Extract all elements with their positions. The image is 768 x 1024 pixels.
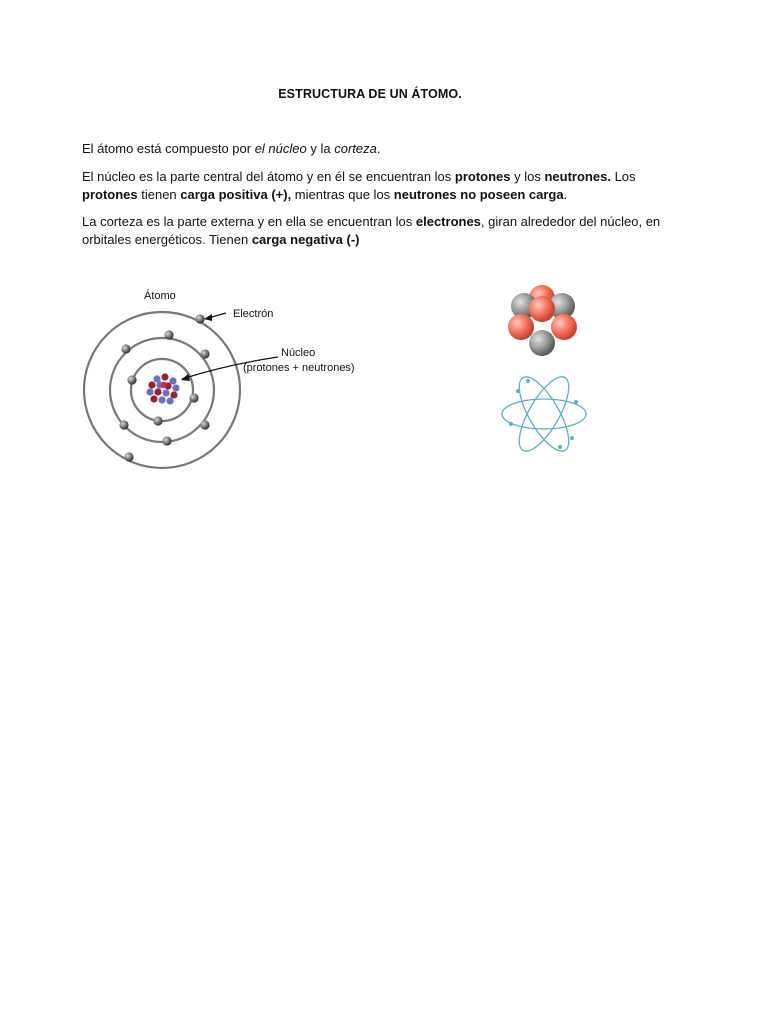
bold-protones: protones — [454, 169, 511, 184]
emphasis-corteza: corteza — [334, 141, 377, 156]
orbit-inner — [131, 359, 193, 421]
nucleus-cluster — [146, 373, 179, 404]
text-segment: y la — [306, 141, 335, 156]
atom-label: Átomo — [144, 290, 176, 302]
atom-diagram — [80, 284, 370, 474]
bold-electrones: electrones — [415, 214, 481, 229]
orbit-outer — [84, 312, 240, 468]
bold-carga-negativa: carga negativa (-) — [251, 232, 360, 247]
bold-neutrones: neutrones. — [544, 169, 611, 184]
text-segment: El átomo está compuesto por — [82, 141, 255, 156]
text-segment: . — [563, 187, 568, 202]
text-segment: y los — [510, 169, 545, 184]
paragraph-nucleus — [82, 168, 672, 204]
text-segment: . — [376, 141, 381, 156]
paragraph-corteza — [82, 213, 672, 249]
nucleus-label: Núcleo — [281, 347, 316, 359]
electron-arrowhead — [204, 314, 212, 321]
nucleus-sublabel: (protones + neutrones) — [243, 362, 355, 374]
bold-protones-2: protones — [82, 187, 138, 202]
orbitals-illustration — [498, 368, 592, 460]
nucleus-illustration — [500, 280, 584, 360]
text-segment: La corteza es la parte externa y en ella se encuentran los — [82, 214, 416, 229]
document-title: ESTRUCTURA DE UN ÁTOMO. — [278, 87, 462, 101]
text-segment: El núcleo es la parte central del átomo y en él se encuentran los — [82, 169, 455, 184]
text-segment: tienen — [137, 187, 181, 202]
electron-label: Electrón — [233, 308, 274, 320]
bold-carga-positiva: carga positiva (+), — [180, 187, 292, 202]
text-segment: Los — [610, 169, 636, 184]
bold-neutrones-sin-carga: neutrones no poseen carga — [393, 187, 564, 202]
emphasis-nucleus: el núcleo — [254, 141, 307, 156]
paragraph-composition — [82, 140, 672, 158]
text-segment: , giran alrededor del núcleo, en orbitales energéticos. Tienen — [82, 214, 661, 247]
text-segment: mientras que los — [291, 187, 394, 202]
